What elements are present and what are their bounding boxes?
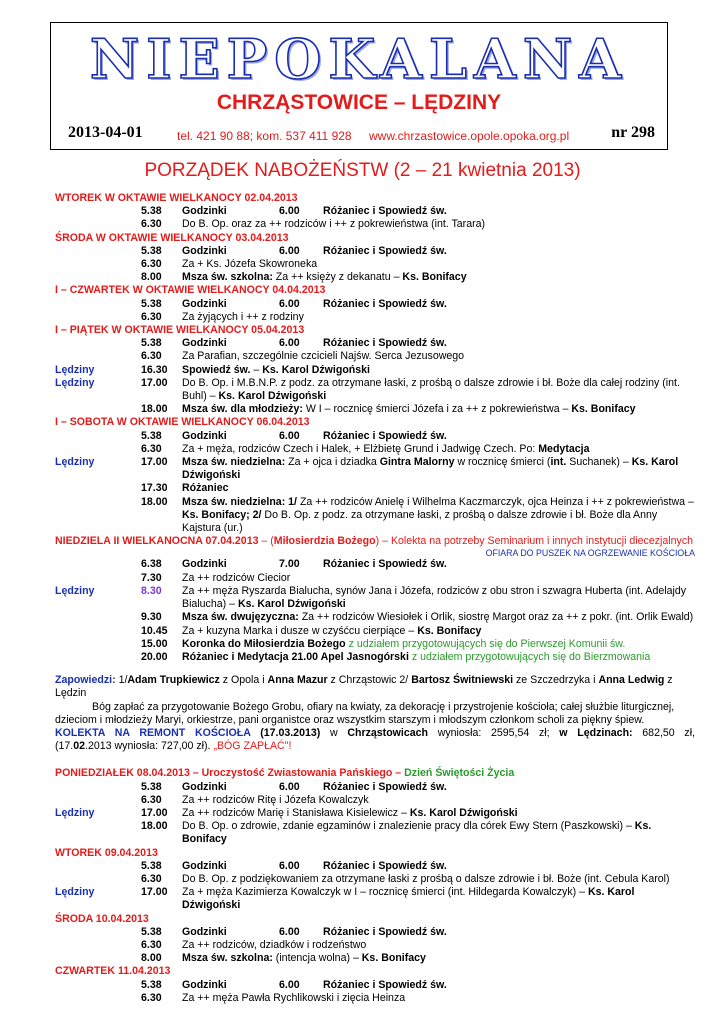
collection-label: KOLEKTA NA REMONT KOŚCIOŁA: [55, 726, 251, 739]
entry-text: Godzinki: [182, 337, 227, 350]
entry-time: 7.30: [141, 571, 162, 584]
entry-description: [182, 456, 695, 482]
schedule-entry: [55, 781, 695, 794]
entry-text: Ks. Bonifacy; 2/: [182, 508, 262, 521]
entry-text: Ks. Karol Dźwigoński: [409, 806, 518, 819]
schedule-entry: [55, 860, 695, 873]
banns-label: Zapowiedzi:: [55, 674, 116, 687]
entry-text: 6.00: [279, 244, 300, 257]
entry-description: [182, 820, 695, 846]
entry-description: [182, 638, 695, 651]
entry-text: –: [250, 363, 263, 376]
entry-time: 6.30: [141, 310, 162, 323]
entry-text: 6.00: [279, 205, 300, 218]
entry-time: 10.45: [141, 624, 168, 637]
banns-line: [55, 674, 695, 700]
entry-text: Msza św. dla młodzieży:: [182, 403, 303, 416]
entry-time: 18.00: [141, 403, 168, 416]
entry-text: Godzinki: [182, 780, 227, 793]
entry-text: 6.00: [279, 859, 300, 872]
entry-time: 5.38: [141, 244, 162, 257]
entry-text: Bartosz Świtniewski: [411, 674, 514, 687]
schedule-title: PORZĄDEK NABOŻEŃSTW (2 – 21 kwietnia 2013): [144, 160, 581, 181]
entry-text: Godzinki: [182, 978, 227, 991]
entry-text: Za ++ księży z dekanatu –: [272, 271, 403, 284]
entry-description: [182, 873, 695, 886]
entry-time: 5.38: [141, 780, 162, 793]
entry-description: [182, 585, 695, 611]
schedule-entry: [55, 298, 695, 311]
schedule-entry: [55, 496, 695, 536]
entry-description: [182, 364, 695, 377]
schedule-entry: [55, 337, 695, 350]
schedule-entry: [55, 625, 695, 638]
collection-prev-c: .2013 wyniosła: 727,00 zł).: [85, 740, 214, 753]
collection-prev-line: [55, 740, 695, 753]
schedule-entry: [55, 886, 695, 912]
entry-description: [182, 860, 695, 873]
entry-text: Msza św. szkolna:: [182, 271, 273, 284]
entry-text: Godzinki: [182, 859, 227, 872]
entry-text: Ks. Bonifacy: [402, 271, 467, 284]
entry-description: [182, 482, 695, 495]
schedule-entry: [55, 456, 695, 482]
newsletter-title: NIEPOKALANA: [89, 27, 629, 91]
entry-time: 6.30: [141, 350, 162, 363]
entry-time: 5.38: [141, 859, 162, 872]
entry-text: ze Szczedrzyka i: [513, 674, 599, 687]
schedule-entry: [55, 430, 695, 443]
day-heading: [55, 284, 695, 297]
entry-text: Różaniec: [182, 482, 229, 495]
entry-description: [182, 939, 695, 952]
entry-text: Różaniec i Spowiedź św.: [323, 205, 447, 218]
entry-time: 6.30: [141, 793, 162, 806]
entry-text: Ks. Karol Dźwigoński: [182, 456, 679, 482]
mobile-number: kom. 537 411 928: [256, 129, 352, 143]
entry-text: 6.00: [279, 978, 300, 991]
entry-text: (intencja wolna) –: [272, 952, 362, 965]
day-heading-text: ŚRODA 10.04.2013: [55, 912, 149, 925]
entry-text: Za ++ męża Pawła Rychlikowski i zięcia Heinza: [182, 991, 406, 1004]
schedule-entry: [55, 979, 695, 992]
day-heading-text: I – SOBOTA W OKTAWIE WIELKANOCY 06.04.2013: [55, 416, 310, 429]
entry-text: 6.00: [279, 297, 300, 310]
schedule-entry: [55, 258, 695, 271]
entry-time: 15.00: [141, 637, 168, 650]
entry-description: [182, 952, 695, 965]
entry-text: z Chrząstowic 2/: [327, 674, 412, 687]
entry-time: 18.00: [141, 495, 168, 508]
schedule-entry: [55, 403, 695, 416]
schedule-entry: [55, 364, 695, 377]
entry-text: Msza św. niedzielna:: [182, 456, 286, 469]
entry-time: 17.30: [141, 482, 168, 495]
day-heading: [55, 767, 695, 780]
entry-description: [182, 979, 695, 992]
entry-text: Za ++ męża Ryszarda Bialucha, synów Jana i Józefa, rodziców z obu stron i szwagra Huberta (int. Adelajdy Bialucha) –: [182, 584, 687, 611]
entry-time: 6.30: [141, 872, 162, 885]
entry-text: Anna Mazur: [267, 674, 328, 687]
entry-text: Do B. Op. o zdrowie, zdanie egzaminów i znalezienie pracy dla córek Ewy Stern (Paszkowski) –: [182, 820, 635, 833]
entry-location: Lędziny: [55, 886, 95, 899]
collection-prev-b: 02: [73, 740, 86, 753]
entry-text: Za ++ rodziców Anielę i Wilhelma Kaczmarczyk, ojca Heinza i ++ z pokrewieństwa –: [297, 495, 694, 508]
entry-text: Różaniec i Spowiedź św.: [323, 978, 447, 991]
day-heading-bold: Miłosierdzia Bożego: [273, 535, 376, 548]
entry-text: Do B. Op. z podz. za otrzymane łaski, z prośbą o dalsze zdrowie i bł. Boże dla Anny Kajstura (ur.): [182, 508, 658, 535]
entry-text: z Opola i: [219, 674, 268, 687]
entry-time: 8.00: [141, 952, 162, 965]
schedule-entry: [55, 873, 695, 886]
entry-time: 9.30: [141, 611, 162, 624]
schedule-entry: [55, 638, 695, 651]
entry-text: Ks. Karol Dźwigoński: [262, 363, 370, 376]
entry-text: z udziałem przygotowujących się do Bierzmowania: [408, 650, 651, 663]
issue-number: nr 298: [611, 124, 655, 141]
entry-time: 17.00: [141, 376, 168, 389]
day-heading-text: PONIEDZIAŁEK 08.04.2013 – Uroczystość Zwiastowania Pańskiego –: [55, 767, 405, 780]
entry-text: Różaniec i Spowiedź św.: [323, 337, 447, 350]
entry-description: [182, 271, 695, 284]
announcements: [55, 674, 695, 753]
schedule-entry: [55, 482, 695, 495]
entry-text: Za ++ rodziców Marię i Stanisława Kisielewicz –: [182, 806, 410, 819]
day-heading-text: WTOREK 09.04.2013: [55, 846, 158, 859]
schedule-days-week1: [55, 192, 695, 664]
schedule-entry: [55, 572, 695, 585]
entry-text: Różaniec i Spowiedź św.: [323, 429, 447, 442]
entry-time: 6.30: [141, 938, 162, 951]
entry-time: 5.38: [141, 297, 162, 310]
entry-text: Za ++ rodziców Ciecior: [182, 571, 291, 584]
entry-text: Za ++ rodziców, dziadków i rodzeństwo: [182, 938, 367, 951]
entry-text: 6.00: [279, 925, 300, 938]
entry-text: Za Parafian, szczególnie czcicieli Najśw. Serca Jezusowego: [182, 350, 465, 363]
entry-text: Koronka do Miłosierdzia Bożego: [182, 637, 346, 650]
entry-location: Lędziny: [55, 456, 95, 469]
entry-text: Za + kuzyna Marka i dusze w czyśćcu cierpiące –: [182, 624, 418, 637]
entry-time: 6.30: [141, 258, 162, 271]
entry-time: 8.00: [141, 271, 162, 284]
entry-time: 6.30: [141, 991, 162, 1004]
entry-time: 5.38: [141, 337, 162, 350]
entry-time: 6.38: [141, 558, 162, 571]
entry-text: 21.00 Apel Jasnogórski: [288, 650, 409, 663]
schedule-entry: [55, 585, 695, 611]
entry-text: z udziałem przygotowujących się do Pierwszej Komunii św.: [345, 637, 626, 650]
schedule-entry: [55, 311, 695, 324]
entry-text: W I – rocznicę śmierci Józefa i za ++ z pokrewieństwa –: [302, 403, 572, 416]
day-heading-text: CZWARTEK 11.04.2013: [55, 965, 171, 978]
day-heading-text: ŚRODA W OKTAWIE WIELKANOCY 03.04.2013: [55, 231, 289, 244]
entry-text: Za + męża Kazimierza Kowalczyk w I – rocznicę śmierci (int. Hildegarda Kowalczyk) –: [182, 886, 588, 899]
entry-text: Ks. Bonifacy: [182, 820, 652, 846]
schedule-entry: [55, 443, 695, 456]
entry-time: 16.30: [141, 363, 168, 376]
entry-text: Ks. Karol Dźwigoński: [237, 598, 346, 611]
entry-time: 5.38: [141, 429, 162, 442]
day-heading-text: I – CZWARTEK W OKTAWIE WIELKANOCY 04.04.2013: [55, 284, 326, 297]
day-heading: [55, 416, 695, 429]
entry-text: Medytacja: [538, 442, 590, 455]
entry-text: Godzinki: [182, 925, 227, 938]
entry-time: 6.30: [141, 218, 162, 231]
entry-description: [182, 794, 695, 807]
entry-description: [182, 651, 695, 664]
schedule-entry: [55, 807, 695, 820]
schedule-entry: [55, 926, 695, 939]
schedule-entry: [55, 218, 695, 231]
entry-description: [182, 558, 695, 571]
day-heading: [55, 913, 695, 926]
entry-description: [182, 886, 695, 912]
entry-text: Msza św. szkolna:: [182, 952, 273, 965]
entry-text: Anna Ledwig: [598, 674, 665, 687]
schedule-content: [55, 192, 695, 1005]
entry-text: 6.00: [279, 780, 300, 793]
collection-w: w: [329, 726, 348, 739]
entry-description: [182, 205, 695, 218]
schedule-entry: [55, 350, 695, 363]
day-heading: [55, 232, 695, 245]
entry-text: Ks. Karol Dźwigoński: [182, 886, 635, 912]
day-heading: [55, 965, 695, 978]
day-heading: [55, 192, 695, 205]
entry-description: [182, 781, 695, 794]
entry-description: [182, 337, 695, 350]
banns-text: [55, 674, 673, 699]
entry-description: [182, 496, 695, 536]
contact-phones: [177, 129, 352, 143]
entry-text: Różaniec i Spowiedź św.: [323, 558, 447, 571]
entry-description: [182, 258, 695, 271]
schedule-entry: [55, 245, 695, 258]
entry-description: [182, 625, 695, 638]
day-heading: [55, 324, 695, 337]
entry-time: 5.38: [141, 978, 162, 991]
entry-text: Suchanek) –: [566, 456, 632, 469]
entry-description: [182, 350, 695, 363]
tel-number: tel. 421 90 88;: [177, 129, 254, 143]
entry-text: Godzinki: [182, 205, 227, 218]
entry-text: Ks. Karol Dźwigoński: [218, 390, 327, 403]
entry-text: Różaniec i Spowiedź św.: [323, 780, 447, 793]
entry-text: 1/: [115, 674, 128, 687]
collection-note: OFIARA DO PUSZEK NA OGRZEWANIE KOŚCIOŁA: [485, 548, 695, 559]
entry-text: Różaniec i Spowiedź św.: [323, 244, 447, 257]
entry-description: [182, 298, 695, 311]
masthead: [50, 22, 668, 150]
entry-text: Msza św. niedzielna: 1/: [182, 495, 297, 508]
entry-text: Różaniec i Medytacja: [182, 650, 289, 663]
entry-text: Za + ojca i dziadka: [285, 456, 380, 469]
entry-time: 18.00: [141, 820, 168, 833]
schedule-entry: [55, 271, 695, 284]
day-heading-rest: – (Miłosierdzia Bożego) – Kolekta na potrzeby Seminarium i innych instytucji diecezjalnych: [258, 535, 694, 548]
entry-text: Gintra Malorny: [379, 456, 455, 469]
entry-description: [182, 572, 695, 585]
schedule-entry: [55, 651, 695, 664]
entry-time: 17.00: [141, 806, 168, 819]
entry-description: [182, 218, 695, 231]
entry-time: 6.30: [141, 442, 162, 455]
entry-text: Spowiedź św.: [182, 363, 251, 376]
entry-location: Lędziny: [55, 363, 95, 376]
entry-description: [182, 992, 695, 1005]
entry-text: Godzinki: [182, 244, 227, 257]
entry-text: 6.00: [279, 337, 300, 350]
collection-line: [55, 727, 695, 740]
entry-text: Godzinki: [182, 429, 227, 442]
entry-description: [182, 443, 695, 456]
day-heading: [55, 847, 695, 860]
schedule-entry: [55, 939, 695, 952]
issue-date: 2013-04-01: [68, 124, 143, 141]
entry-time: 17.00: [141, 456, 168, 469]
entry-text: Za ++ rodziców Wiesiołek i Orlik, siostrę Margot oraz za ++ z pokr. (int. Orlik Ewald): [298, 611, 694, 624]
entry-text: Za + męża, rodziców Czech i Halek, + Elżbietę Grund i Jadwigę Czech. Po:: [182, 442, 539, 455]
entry-time: 20.00: [141, 650, 168, 663]
day-heading-green: Dzień Świętości Życia: [404, 767, 515, 780]
entry-time: 17.00: [141, 886, 168, 899]
schedule-entry: [55, 952, 695, 965]
entry-text: Godzinki: [182, 297, 227, 310]
entry-description: [182, 311, 695, 324]
entry-text: z Lędzin: [55, 674, 673, 700]
collection-date: (17.03.2013): [250, 726, 330, 739]
entry-text: Do B. Op. i M.B.N.P. z podz. za otrzymane łaski, z prośbą o dalsze zdrowie i bł. Boże dla całej rodziny (int. Buhl) –: [182, 376, 680, 403]
entry-text: Różaniec i Spowiedź św.: [323, 925, 447, 938]
thanks-text: Bóg zapłać za przygotowanie Bożego Grobu, ofiary na kwiaty, za dekorację i przystrojenie kościoła; całej służbie liturgicznej, dzieciom i młodzieży Maryi, orkiestrze, pani organistce oraz wszystkim starszym i młodszym członkom scholi za piękny śpiew.: [55, 700, 675, 726]
entry-time: 5.38: [141, 925, 162, 938]
entry-description: [182, 611, 695, 624]
day-heading-text: I – PIĄTEK W OKTAWIE WIELKANOCY 05.04.2013: [55, 324, 305, 337]
entry-description: [182, 245, 695, 258]
day-heading-text: NIEDZIELA II WIELKANOCNA 07.04.2013: [55, 535, 259, 548]
collection-thanks: „BÓG ZAPŁAĆ"!: [213, 740, 292, 753]
entry-location: Lędziny: [55, 376, 95, 389]
entry-description: [182, 926, 695, 939]
schedule-entry: [55, 820, 695, 846]
entry-text: Za ++ rodziców Ritę i Józefa Kowalczyk: [182, 793, 369, 806]
day-heading-text: WTOREK W OKTAWIE WIELKANOCY 02.04.2013: [55, 192, 298, 204]
entry-text: Różaniec i Spowiedź św.: [323, 859, 447, 872]
entry-text: int.: [550, 456, 567, 469]
entry-text: w rocznicę śmierci (: [454, 456, 551, 469]
schedule-entry: [55, 992, 695, 1005]
entry-description: [182, 430, 695, 443]
schedule-entry: [55, 611, 695, 624]
entry-text: Ks. Bonifacy: [571, 403, 636, 416]
entry-text: Różaniec i Spowiedź św.: [323, 297, 447, 310]
entry-text: Godzinki: [182, 558, 227, 571]
info-line: [51, 124, 667, 147]
entry-text: Adam Trupkiewicz: [127, 674, 220, 687]
collection-place-1: Chrząstowicach: [347, 726, 428, 739]
entry-text: Do B. Op. oraz za ++ rodziców i ++ z pokrewieństwa (int. Tarara): [182, 218, 486, 231]
schedule-entry: [55, 794, 695, 807]
schedule-entry: [55, 558, 695, 571]
schedule-entry: [55, 377, 695, 403]
collection-amount-1: wyniosła: 2595,54 zł;: [428, 726, 560, 739]
entry-text: Za żyjących i ++ z rodziny: [182, 310, 304, 323]
collection-prev-a: (17.: [55, 740, 74, 753]
collection-place-2: w Lędzinach:: [559, 726, 633, 739]
entry-text: Msza św. dwujęzyczna:: [182, 611, 299, 624]
entry-description: [182, 403, 695, 416]
schedule-days-week2: [55, 767, 695, 1005]
schedule-entry: [55, 205, 695, 218]
entry-description: [182, 377, 695, 403]
entry-text: Za + Ks. Józefa Skowroneka: [182, 258, 318, 271]
entry-location: Lędziny: [55, 806, 95, 819]
entry-time: 5.38: [141, 205, 162, 218]
collection-amount-2: 682,50 zł,: [632, 726, 695, 739]
day-heading: [55, 535, 695, 548]
entry-time: 8.30: [141, 584, 162, 597]
entry-text: Ks. Bonifacy: [361, 952, 426, 965]
parish-subtitle: CHRZĄSTOWICE – LĘDZINY: [216, 91, 502, 114]
entry-text: 7.00: [279, 558, 300, 571]
entry-description: [182, 807, 695, 820]
entry-text: 6.00: [279, 429, 300, 442]
entry-text: Ks. Bonifacy: [417, 624, 482, 637]
website-link[interactable]: www.chrzastowice.opole.opoka.org.pl: [369, 129, 570, 143]
entry-location: Lędziny: [55, 584, 95, 597]
entry-text: Do B. Op. z podziękowaniem za otrzymane łaski z prośbą o dalsze zdrowie i bł. Boże (int. Cebula Karol): [182, 872, 670, 885]
